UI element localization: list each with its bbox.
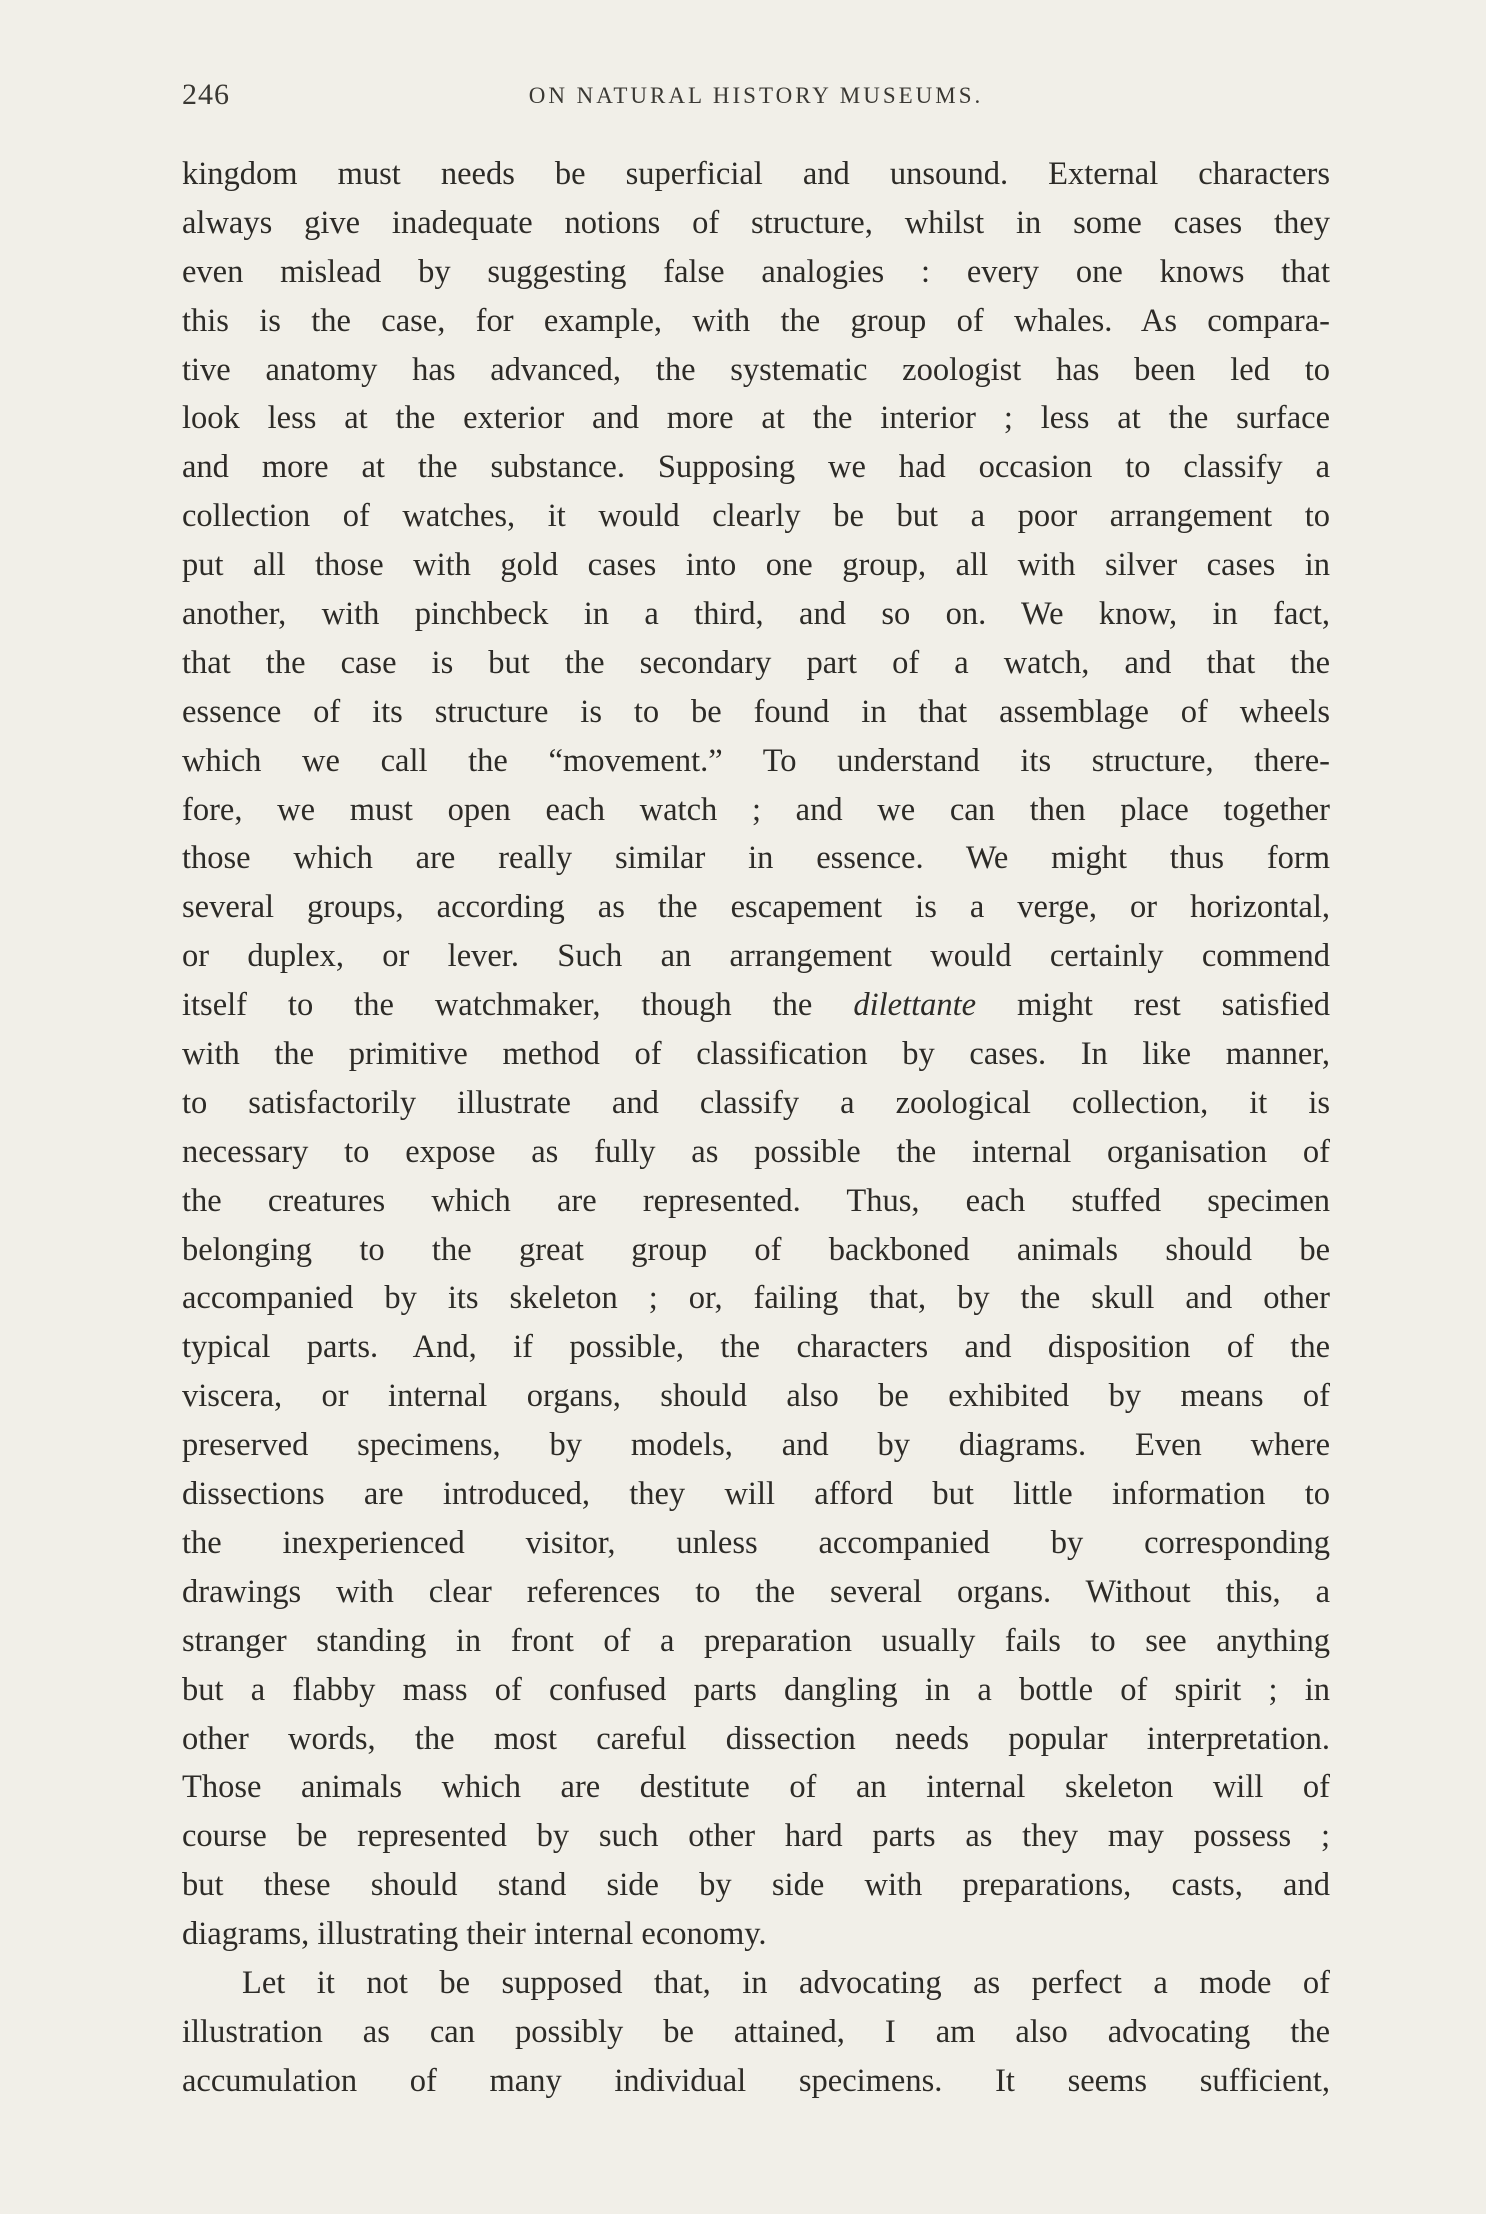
text-line: essence of its structure is to be found in that assemblage of wheels bbox=[182, 693, 1330, 730]
text-line: the creatures which are represented. Thus, each stuffed specimen bbox=[182, 1182, 1330, 1219]
text-line: necessary to expose as fully as possible the internal organisation of bbox=[182, 1133, 1330, 1170]
paragraph-end-line: diagrams, illustrating their internal economy. bbox=[182, 1916, 767, 1953]
text-line: with the primitive method of classification by cases. In like manner, bbox=[182, 1036, 1330, 1073]
text-line: belonging to the great group of backboned animals should be bbox=[182, 1231, 1330, 1268]
text-line: course be represented by such other hard parts as they may possess ; bbox=[182, 1818, 1330, 1855]
text-line: but a flabby mass of confused parts dangling in a bottle of spirit ; in bbox=[182, 1671, 1330, 1708]
text-line: typical parts. And, if possible, the characters and disposition of the bbox=[182, 1329, 1330, 1366]
body-text bbox=[182, 150, 1330, 2106]
paragraph-start-line: Let it not be supposed that, in advocating as perfect a mode of bbox=[242, 1964, 1330, 2001]
text-segment: itself to the watchmaker, though the bbox=[182, 987, 854, 1024]
text-line: other words, the most careful dissection needs popular interpretation. bbox=[182, 1720, 1330, 1757]
text-line: this is the case, for example, with the group of whales. As compara- bbox=[182, 302, 1330, 339]
text-line: which we call the “movement.” To understand its structure, there- bbox=[182, 742, 1330, 779]
text-line: tive anatomy has advanced, the systematic zoologist has been led to bbox=[182, 351, 1330, 388]
text-line: put all those with gold cases into one group, all with silver cases in bbox=[182, 547, 1330, 584]
text-line: preserved specimens, by models, and by diagrams. Even where bbox=[182, 1427, 1330, 1464]
running-title: ON NATURAL HISTORY MUSEUMS. bbox=[528, 83, 984, 108]
text-line: collection of watches, it would clearly be but a poor arrangement to bbox=[182, 498, 1330, 535]
text-line: another, with pinchbeck in a third, and so on. We know, in fact, bbox=[182, 596, 1330, 633]
text-line: but these should stand side by side with preparations, casts, and bbox=[182, 1867, 1330, 1904]
text-line: or duplex, or lever. Such an arrangement would certainly commend bbox=[182, 938, 1330, 975]
text-line: illustration as can possibly be attained, I am also advocating the bbox=[182, 2013, 1330, 2050]
italic-word: dilettante bbox=[853, 987, 977, 1024]
text-line: to satisfactorily illustrate and classify a zoological collection, it is bbox=[182, 1084, 1330, 1121]
text-line: stranger standing in front of a preparation usually fails to see anything bbox=[182, 1622, 1330, 1659]
text-line: drawings with clear references to the several organs. Without this, a bbox=[182, 1573, 1330, 1610]
text-line: and more at the substance. Supposing we had occasion to classify a bbox=[182, 449, 1330, 486]
text-line: viscera, or internal organs, should also be exhibited by means of bbox=[182, 1378, 1330, 1415]
text-line: kingdom must needs be superficial and unsound. External characters bbox=[182, 156, 1330, 192]
text-line: accumulation of many individual specimens. It seems sufficient, bbox=[182, 2062, 1330, 2099]
text-line-with-italic bbox=[182, 981, 1330, 1030]
page-number: 246 bbox=[182, 78, 230, 111]
running-head bbox=[182, 78, 1330, 118]
text-line: Those animals which are destitute of an internal skeleton will of bbox=[182, 1769, 1330, 1806]
text-line: always give inadequate notions of structure, whilst in some cases they bbox=[182, 204, 1330, 241]
text-line: look less at the exterior and more at the interior ; less at the surface bbox=[182, 400, 1330, 437]
text-line: fore, we must open each watch ; and we can then place together bbox=[182, 791, 1330, 828]
text-line: that the case is but the secondary part of a watch, and that the bbox=[182, 644, 1330, 681]
text-line: accompanied by its skeleton ; or, failing that, by the skull and other bbox=[182, 1280, 1330, 1317]
text-line: several groups, according as the escapement is a verge, or horizontal, bbox=[182, 889, 1330, 926]
text-segment: might rest satisfied bbox=[976, 987, 1330, 1024]
text-line: dissections are introduced, they will afford but little information to bbox=[182, 1476, 1330, 1513]
text-line: the inexperienced visitor, unless accompanied by corresponding bbox=[182, 1524, 1330, 1561]
text-line: those which are really similar in essence. We might thus form bbox=[182, 840, 1330, 877]
text-line: even mislead by suggesting false analogies : every one knows that bbox=[182, 253, 1330, 290]
